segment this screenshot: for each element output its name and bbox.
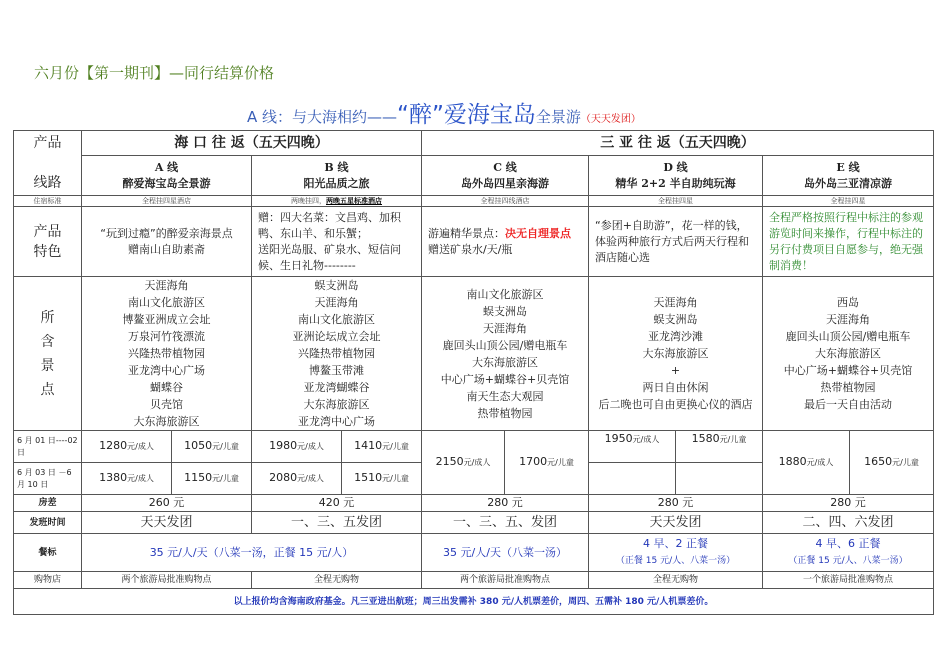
line-a-room: 260 元 bbox=[82, 495, 252, 512]
line-c-shop: 两个旅游局批准购物点 bbox=[422, 572, 589, 589]
line-d-adult: 1950元/成人 bbox=[589, 431, 676, 463]
line-a-child-1: 1050元/儿童 bbox=[172, 431, 252, 463]
line-d-spots bbox=[589, 277, 763, 431]
line-e-hotel: 全程挂四星 bbox=[763, 196, 934, 207]
spot-item: 中心广场+蝴蝶谷+贝壳馆 bbox=[783, 364, 913, 377]
spot-item: 天涯海角 bbox=[653, 296, 698, 309]
line-c-hotel: 全程挂四线酒店 bbox=[422, 196, 589, 207]
departure-label: 发班时间 bbox=[14, 512, 82, 534]
line-c-depart: 一、三、五、发团 bbox=[422, 512, 589, 534]
spot-item: 蜈支洲岛 bbox=[314, 279, 359, 292]
product-line-label: 产品 线路 bbox=[14, 131, 82, 196]
line-c-name: C 线 岛外岛四星亲海游 bbox=[422, 156, 589, 196]
spot-item: 博鳌玉带滩 bbox=[309, 364, 364, 377]
hotel-label: 住宿标准 bbox=[14, 196, 82, 207]
room-diff-row bbox=[14, 495, 934, 512]
line-c-room: 280 元 bbox=[422, 495, 589, 512]
spot-item: + bbox=[670, 364, 681, 377]
spot-item: 天涯海角 bbox=[314, 296, 359, 309]
line-e-meal: 4 早、6 正餐 （正餐 15 元/人、八菜一汤） bbox=[763, 534, 934, 572]
spot-item: 天涯海角 bbox=[144, 279, 189, 292]
line-b-shop: 全程无购物 bbox=[252, 572, 422, 589]
price-row-1 bbox=[14, 431, 934, 463]
date-range-2: 6 月 03 日 －6 月 10 日 bbox=[14, 463, 82, 495]
line-d-empty-1 bbox=[589, 463, 676, 495]
spot-item: 鹿回头山顶公园/赠电瓶车 bbox=[785, 330, 911, 343]
spot-item: 亚龙湾蝴蝶谷 bbox=[303, 381, 370, 394]
spot-item: 亚洲论坛成立会址 bbox=[292, 330, 381, 343]
shop-label: 购物店 bbox=[14, 572, 82, 589]
spot-item: 亚龙湾沙滩 bbox=[648, 330, 703, 343]
spot-item: 南山文化旅游区 bbox=[128, 296, 205, 309]
spot-item: 亚龙湾中心广场 bbox=[128, 364, 205, 377]
spot-item: 最后一天自由活动 bbox=[804, 398, 892, 411]
spot-item: 亚龙湾中心广场 bbox=[298, 415, 375, 428]
line-e-depart: 二、四、六发团 bbox=[763, 512, 934, 534]
spot-item: 后二晚也可自由更换心仪的酒店 bbox=[598, 398, 753, 411]
line-e-name: E 线 岛外岛三亚清凉游 bbox=[763, 156, 934, 196]
group-row bbox=[14, 131, 934, 156]
line-b-adult-2: 2080元/成人 bbox=[252, 463, 342, 495]
line-c-spots bbox=[422, 277, 589, 431]
line-e-feature: 全程严格按照行程中标注的参观游览时间来操作，行程中标注的另行付费项目自愿参与，绝无强制消费！ bbox=[763, 207, 934, 277]
spot-item: 两日自由休闲 bbox=[642, 381, 709, 394]
spot-item: 万泉河竹筏漂流 bbox=[128, 330, 205, 343]
hotel-row bbox=[14, 196, 934, 207]
line-a-adult-2: 1380元/成人 bbox=[82, 463, 172, 495]
spots-row bbox=[14, 277, 934, 431]
line-e-child: 1650元/儿童 bbox=[850, 431, 934, 495]
spot-item: 贝壳馆 bbox=[150, 398, 183, 411]
line-c-meal: 35 元/人/天（八菜一汤） bbox=[422, 534, 589, 572]
spot-item: 南山文化旅游区 bbox=[466, 287, 544, 301]
haikou-group: 海 口 往 返（五天四晚） bbox=[82, 131, 422, 156]
line-d-room: 280 元 bbox=[589, 495, 763, 512]
departure-row bbox=[14, 512, 934, 534]
spot-item: 兴隆热带植物园 bbox=[128, 347, 205, 360]
line-e-spots bbox=[763, 277, 934, 431]
line-a-name: A 线 醉爱海宝岛全景游 bbox=[82, 156, 252, 196]
spot-item: 蜈支洲岛 bbox=[653, 313, 698, 326]
line-a-shop: 两个旅游局批准购物点 bbox=[82, 572, 252, 589]
line-d-shop: 全程无购物 bbox=[589, 572, 763, 589]
headline-suffix: 全景游 bbox=[535, 108, 581, 126]
spot-item: 大东海旅游区 bbox=[133, 415, 200, 428]
spot-item: 兴隆热带植物园 bbox=[298, 347, 375, 360]
spots-label: 所 含 景 点 bbox=[14, 277, 82, 431]
line-a-feature: “玩到过瘾”的醉爱亲海景点 赠南山自助素斋 bbox=[82, 207, 252, 277]
line-e-shop: 一个旅游局批准购物点 bbox=[763, 572, 934, 589]
spot-item: 鹿回头山顶公园/赠电瓶车 bbox=[442, 338, 568, 352]
date-range-1: 6 月 01 日----02 日 bbox=[14, 431, 82, 463]
spot-item: 博鳌亚洲成立会址 bbox=[122, 313, 211, 326]
page-title: 六月份【第一期刊】—同行结算价格 bbox=[34, 64, 275, 82]
line-c-feature: 游遍精华景点：决无自理景点 赠送矿泉水/天/瓶 bbox=[422, 207, 589, 277]
footnote-row bbox=[14, 589, 934, 615]
line-a-spots bbox=[82, 277, 252, 431]
feature-label: 产品 特色 bbox=[14, 207, 82, 277]
line-b-child-1: 1410元/儿童 bbox=[342, 431, 422, 463]
line-a-child-2: 1150元/儿童 bbox=[172, 463, 252, 495]
spot-item: 西岛 bbox=[837, 296, 859, 309]
line-d-hotel: 全程挂四星 bbox=[589, 196, 763, 207]
line-a-depart: 天天发团 bbox=[82, 512, 252, 534]
line-d-empty-2 bbox=[676, 463, 763, 495]
line-c-child: 1700元/儿童 bbox=[505, 431, 589, 495]
spot-item: 天涯海角 bbox=[826, 313, 870, 326]
line-e-room: 280 元 bbox=[763, 495, 934, 512]
line-b-child-2: 1510元/儿童 bbox=[342, 463, 422, 495]
line-a-hotel: 全程挂四星酒店 bbox=[82, 196, 252, 207]
spot-item: 蜈支洲岛 bbox=[483, 304, 527, 318]
feature-row bbox=[14, 207, 934, 277]
line-d-meal: 4 早、2 正餐 （正餐 15 元/人、八菜一汤） bbox=[589, 534, 763, 572]
spot-item: 大东海旅游区 bbox=[472, 355, 538, 369]
meal-label: 餐标 bbox=[14, 534, 82, 572]
room-diff-label: 房差 bbox=[14, 495, 82, 512]
sanya-group: 三 亚 往 返（五天四晚） bbox=[422, 131, 934, 156]
headline-tag: （天天发团） bbox=[580, 114, 641, 125]
line-b-adult-1: 1980元/成人 bbox=[252, 431, 342, 463]
spot-item: 热带植物园 bbox=[820, 381, 876, 394]
footnote: 以上报价均含海南政府基金。凡三亚进出航班；周三出发需补 380 元/人机票差价，周四、五需补 180 元/人机票差价。 bbox=[14, 589, 934, 615]
line-c-adult: 2150元/成人 bbox=[422, 431, 505, 495]
shop-row bbox=[14, 572, 934, 589]
line-d-depart: 天天发团 bbox=[589, 512, 763, 534]
line-b-hotel: 两晚挂四，两晚五星标准酒店 bbox=[252, 196, 422, 207]
price-table bbox=[13, 130, 934, 615]
line-b-spots bbox=[252, 277, 422, 431]
headline-main: “醉”爱海宝岛 bbox=[397, 102, 536, 128]
spot-item: 大东海旅游区 bbox=[815, 347, 881, 360]
line-b-feature: 赠：四大名菜：文昌鸡、加积鸭、东山羊、和乐蟹； 送阳光岛服、矿泉水、短信问候、生日礼物-------- bbox=[252, 207, 422, 277]
headline bbox=[247, 96, 641, 129]
headline-prefix: A 线：与大海相约—— bbox=[247, 108, 398, 126]
spot-item: 南山文化旅游区 bbox=[298, 313, 375, 326]
spot-item: 大东海旅游区 bbox=[642, 347, 709, 360]
meal-row bbox=[14, 534, 934, 572]
spot-item: 热带植物园 bbox=[477, 406, 533, 420]
line-a-adult-1: 1280元/成人 bbox=[82, 431, 172, 463]
line-b-depart: 一、三、五发团 bbox=[252, 512, 422, 534]
line-b-room: 420 元 bbox=[252, 495, 422, 512]
spot-item: 南天生态大观园 bbox=[466, 389, 544, 403]
line-d-child: 1580元/儿童 bbox=[676, 431, 763, 463]
line-d-name: D 线 精华 2+2 半自助纯玩海 bbox=[589, 156, 763, 196]
line-d-feature: “参团+自助游”，花一样的钱，体验两种旅行方式后两天行程和酒店随心选 bbox=[589, 207, 763, 277]
line-b-name: B 线 阳光品质之旅 bbox=[252, 156, 422, 196]
line-name-row bbox=[14, 156, 934, 196]
spot-item: 中心广场+蝴蝶谷+贝壳馆 bbox=[440, 372, 570, 386]
spot-item: 天涯海角 bbox=[483, 321, 527, 335]
line-ab-meal: 35 元/人/天（八菜一汤，正餐 15 元/人） bbox=[82, 534, 422, 572]
spot-item: 大东海旅游区 bbox=[303, 398, 370, 411]
spot-item: 蝴蝶谷 bbox=[150, 381, 183, 394]
line-e-adult: 1880元/成人 bbox=[763, 431, 850, 495]
